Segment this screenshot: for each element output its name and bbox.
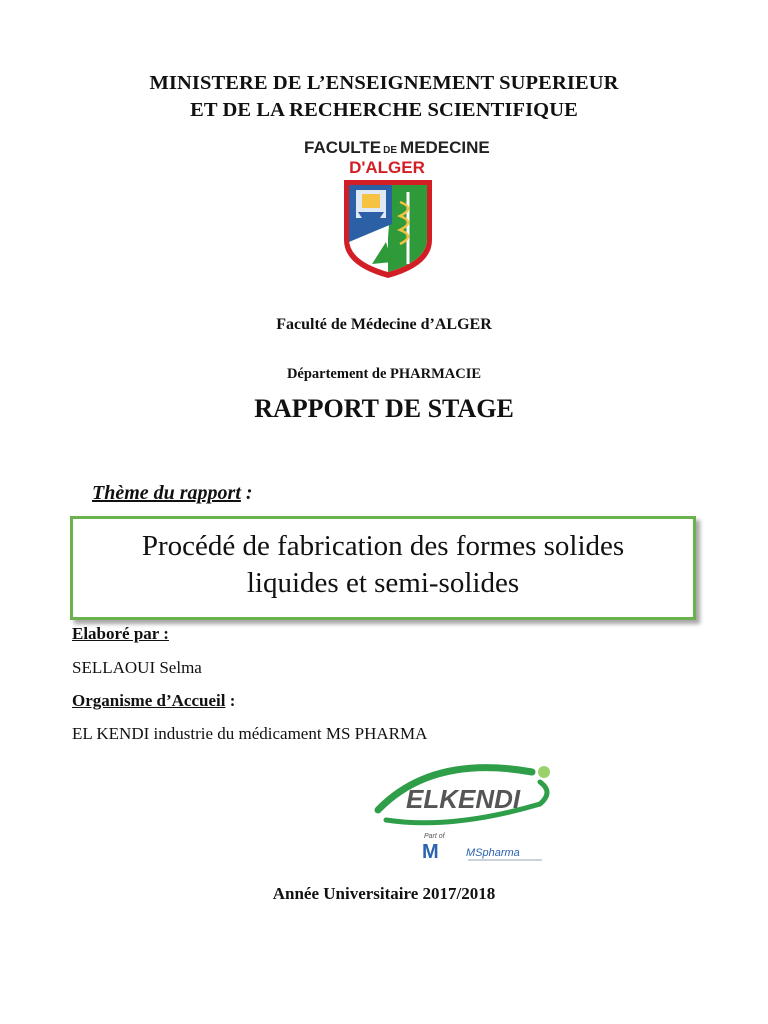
host-label bbox=[72, 691, 235, 711]
ministry-line-2: ET DE LA RECHERCHE SCIENTIFIQUE bbox=[190, 99, 578, 121]
department-name: Département de PHARMACIE bbox=[286, 366, 482, 382]
faculty-name: Faculté de Médecine d’ALGER bbox=[276, 316, 492, 333]
author-label: Elaboré par : bbox=[72, 624, 169, 643]
faculty-logo bbox=[296, 132, 490, 282]
elkendi-word: ELKENDI bbox=[406, 784, 521, 814]
report-type-title: RAPPORT DE STAGE bbox=[254, 394, 514, 423]
host-name: EL KENDI industrie du médicament MS PHARMA bbox=[72, 724, 428, 743]
faculty-logo-word-2: DE bbox=[383, 145, 398, 156]
ms-letter: M bbox=[422, 841, 439, 863]
svg-text:FACULTEDEMEDECINE bbox=[304, 138, 490, 157]
faculty-shield-icon bbox=[296, 132, 490, 282]
theme-title-line-1: Procédé de fabrication des formes solides bbox=[141, 530, 625, 562]
elkendi-logo bbox=[372, 758, 562, 870]
theme-label bbox=[92, 482, 253, 505]
theme-title-line-2: liquides et semi-solides bbox=[246, 567, 520, 599]
elkendi-logo-icon bbox=[372, 758, 562, 870]
ms-pharma-word: MSpharma bbox=[466, 847, 520, 859]
ministry-line-1: MINISTERE DE L’ENSEIGNEMENT SUPERIEUR bbox=[149, 72, 619, 94]
author-name: SELLAOUI Selma bbox=[72, 658, 202, 677]
faculty-logo-word-4: D'ALGER bbox=[349, 158, 425, 177]
host-label-text: Organisme d’Accueil bbox=[72, 691, 226, 710]
theme-title bbox=[70, 528, 696, 602]
faculty-logo-word-3: MEDECINE bbox=[400, 138, 490, 157]
faculty-logo-word-1: FACULTE bbox=[304, 138, 382, 157]
theme-label-colon: : bbox=[240, 482, 253, 504]
ministry-header bbox=[0, 70, 768, 124]
host-label-colon: : bbox=[225, 691, 236, 710]
elkendi-partof: Part of bbox=[424, 833, 445, 840]
academic-year: Année Universitaire 2017/2018 bbox=[272, 884, 496, 903]
theme-label-text: Thème du rapport bbox=[92, 482, 241, 504]
